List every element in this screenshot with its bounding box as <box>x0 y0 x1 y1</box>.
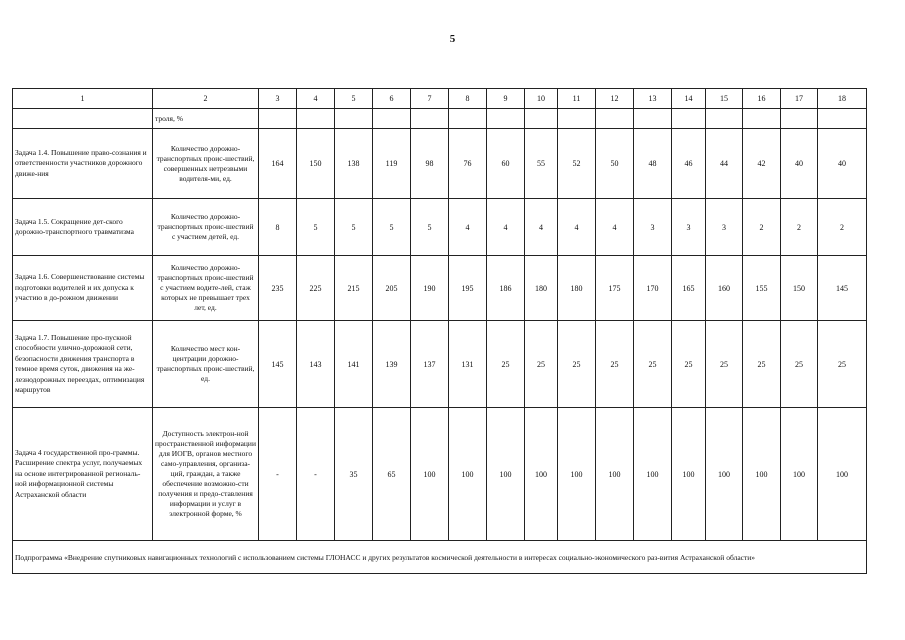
value-cell: 145 <box>259 321 297 408</box>
value-cell: - <box>259 408 297 541</box>
value-cell: 100 <box>449 408 487 541</box>
table-row <box>13 199 867 256</box>
value-cell: 5 <box>335 199 373 256</box>
value-cell: 2 <box>781 199 818 256</box>
value-cell: 4 <box>558 199 596 256</box>
value-cell: 139 <box>373 321 411 408</box>
page-number: 5 <box>449 33 456 45</box>
value-cell: 4 <box>449 199 487 256</box>
column-number-cell: 11 <box>558 89 596 109</box>
value-cell: 48 <box>634 129 672 199</box>
value-cell: 100 <box>525 408 558 541</box>
value-cell: 60 <box>487 129 525 199</box>
column-number-cell: 4 <box>297 89 335 109</box>
value-cell: 40 <box>818 129 867 199</box>
value-cell: 25 <box>672 321 706 408</box>
indicator-cell: Доступность электрон-ной пространственной информации для ИОГВ, органов местного само-управления, организа-ций, граждан, а также обеспечение возможно-сти получения и предо-ставления информации и услуг в электронной форме, % <box>153 408 259 541</box>
task-cell: Задача 1.5. Сокращение дет-ского дорожно-транспортного травматизма <box>13 199 153 256</box>
value-cell: 25 <box>558 321 596 408</box>
continuation-indicator-text: троля, % <box>153 109 259 129</box>
value-cell: 180 <box>525 256 558 321</box>
value-cell: 143 <box>297 321 335 408</box>
value-cell: 100 <box>558 408 596 541</box>
value-cell: 55 <box>525 129 558 199</box>
table-body <box>13 89 867 574</box>
value-cell: 50 <box>596 129 634 199</box>
column-number-cell: 1 <box>13 89 153 109</box>
value-cell: 205 <box>373 256 411 321</box>
indicator-cell: Количество дорожно-транспортных проис-шествий с участием водите-лей, стаж которых не превышает трех лет, ед. <box>153 256 259 321</box>
column-number-cell: 2 <box>153 89 259 109</box>
value-cell: 225 <box>297 256 335 321</box>
value-cell: 150 <box>781 256 818 321</box>
value-cell: 4 <box>596 199 634 256</box>
column-number-cell: 6 <box>373 89 411 109</box>
column-number-row <box>13 89 867 109</box>
column-number-cell: 7 <box>411 89 449 109</box>
value-cell: 100 <box>596 408 634 541</box>
value-cell: 76 <box>449 129 487 199</box>
value-cell: 40 <box>781 129 818 199</box>
value-cell: 100 <box>706 408 743 541</box>
value-cell: 44 <box>706 129 743 199</box>
column-number-cell: 3 <box>259 89 297 109</box>
column-number-cell: 14 <box>672 89 706 109</box>
value-cell: 145 <box>818 256 867 321</box>
task-cell: Задача 1.4. Повышение право-сознания и ответственности участников дорожного движе-ния <box>13 129 153 199</box>
continuation-row <box>13 109 867 129</box>
indicators-table <box>12 88 867 574</box>
value-cell: 164 <box>259 129 297 199</box>
indicator-cell: Количество дорожно-транспортных проис-шествий, совершенных нетрезвыми водителя-ми, ед. <box>153 129 259 199</box>
column-number-cell: 17 <box>781 89 818 109</box>
value-cell: 3 <box>634 199 672 256</box>
value-cell: 100 <box>672 408 706 541</box>
value-cell: 137 <box>411 321 449 408</box>
value-cell: 98 <box>411 129 449 199</box>
column-number-cell: 8 <box>449 89 487 109</box>
value-cell: 165 <box>672 256 706 321</box>
column-number-cell: 5 <box>335 89 373 109</box>
value-cell: 150 <box>297 129 335 199</box>
value-cell: 3 <box>672 199 706 256</box>
value-cell: 2 <box>743 199 781 256</box>
subprogram-title: Подпрограмма «Внедрение спутниковых навигационных технологий с использованием системы ГЛОНАСС и других результатов космической деятельности в интересах социально-экономического раз-вития Астраханской области» <box>13 541 867 574</box>
indicator-cell: Количество мест кон-центрации дорожно-транспортных проис-шествий, ед. <box>153 321 259 408</box>
value-cell: - <box>297 408 335 541</box>
value-cell: 100 <box>743 408 781 541</box>
value-cell: 25 <box>743 321 781 408</box>
value-cell: 119 <box>373 129 411 199</box>
value-cell: 100 <box>487 408 525 541</box>
value-cell: 100 <box>781 408 818 541</box>
task-cell: Задача 1.7. Повышение про-пускной способности улично-дорожной сети, безопасности движения транспорта в темное время суток, движения на же-лезнодорожных переездах, оптимизация маршрутов <box>13 321 153 408</box>
column-number-cell: 12 <box>596 89 634 109</box>
column-number-cell: 13 <box>634 89 672 109</box>
value-cell: 215 <box>335 256 373 321</box>
value-cell: 186 <box>487 256 525 321</box>
value-cell: 25 <box>596 321 634 408</box>
table-row <box>13 321 867 408</box>
value-cell: 160 <box>706 256 743 321</box>
column-number-cell: 16 <box>743 89 781 109</box>
table-row <box>13 256 867 321</box>
value-cell: 25 <box>818 321 867 408</box>
value-cell: 35 <box>335 408 373 541</box>
value-cell: 4 <box>487 199 525 256</box>
column-number-cell: 18 <box>818 89 867 109</box>
value-cell: 5 <box>373 199 411 256</box>
value-cell: 5 <box>411 199 449 256</box>
value-cell: 25 <box>706 321 743 408</box>
task-cell: Задача 1.6. Совершенствование системы подготовки водителей и их допуска к участию в до-рожном движении <box>13 256 153 321</box>
value-cell: 25 <box>781 321 818 408</box>
value-cell: 5 <box>297 199 335 256</box>
value-cell: 8 <box>259 199 297 256</box>
indicator-cell: Количество дорожно-транспортных проис-шествий с участием детей, ед. <box>153 199 259 256</box>
value-cell: 141 <box>335 321 373 408</box>
column-number-cell: 9 <box>487 89 525 109</box>
value-cell: 100 <box>411 408 449 541</box>
value-cell: 65 <box>373 408 411 541</box>
value-cell: 25 <box>487 321 525 408</box>
value-cell: 170 <box>634 256 672 321</box>
value-cell: 52 <box>558 129 596 199</box>
value-cell: 131 <box>449 321 487 408</box>
value-cell: 4 <box>525 199 558 256</box>
task-cell: Задача 4 государственной про-граммы. Расширение спектра услуг, получаемых на основе интегрированной региональ-ной информационной системы Астраханской области <box>13 408 153 541</box>
value-cell: 235 <box>259 256 297 321</box>
value-cell: 42 <box>743 129 781 199</box>
value-cell: 155 <box>743 256 781 321</box>
continuation-task-cell <box>13 109 153 129</box>
value-cell: 3 <box>706 199 743 256</box>
value-cell: 138 <box>335 129 373 199</box>
value-cell: 195 <box>449 256 487 321</box>
value-cell: 100 <box>634 408 672 541</box>
column-number-cell: 10 <box>525 89 558 109</box>
table-row <box>13 408 867 541</box>
value-cell: 175 <box>596 256 634 321</box>
table-row <box>13 129 867 199</box>
value-cell: 25 <box>634 321 672 408</box>
value-cell: 46 <box>672 129 706 199</box>
column-number-cell: 15 <box>706 89 743 109</box>
value-cell: 180 <box>558 256 596 321</box>
value-cell: 25 <box>525 321 558 408</box>
value-cell: 100 <box>818 408 867 541</box>
value-cell: 2 <box>818 199 867 256</box>
value-cell: 190 <box>411 256 449 321</box>
subprogram-row <box>13 541 867 574</box>
